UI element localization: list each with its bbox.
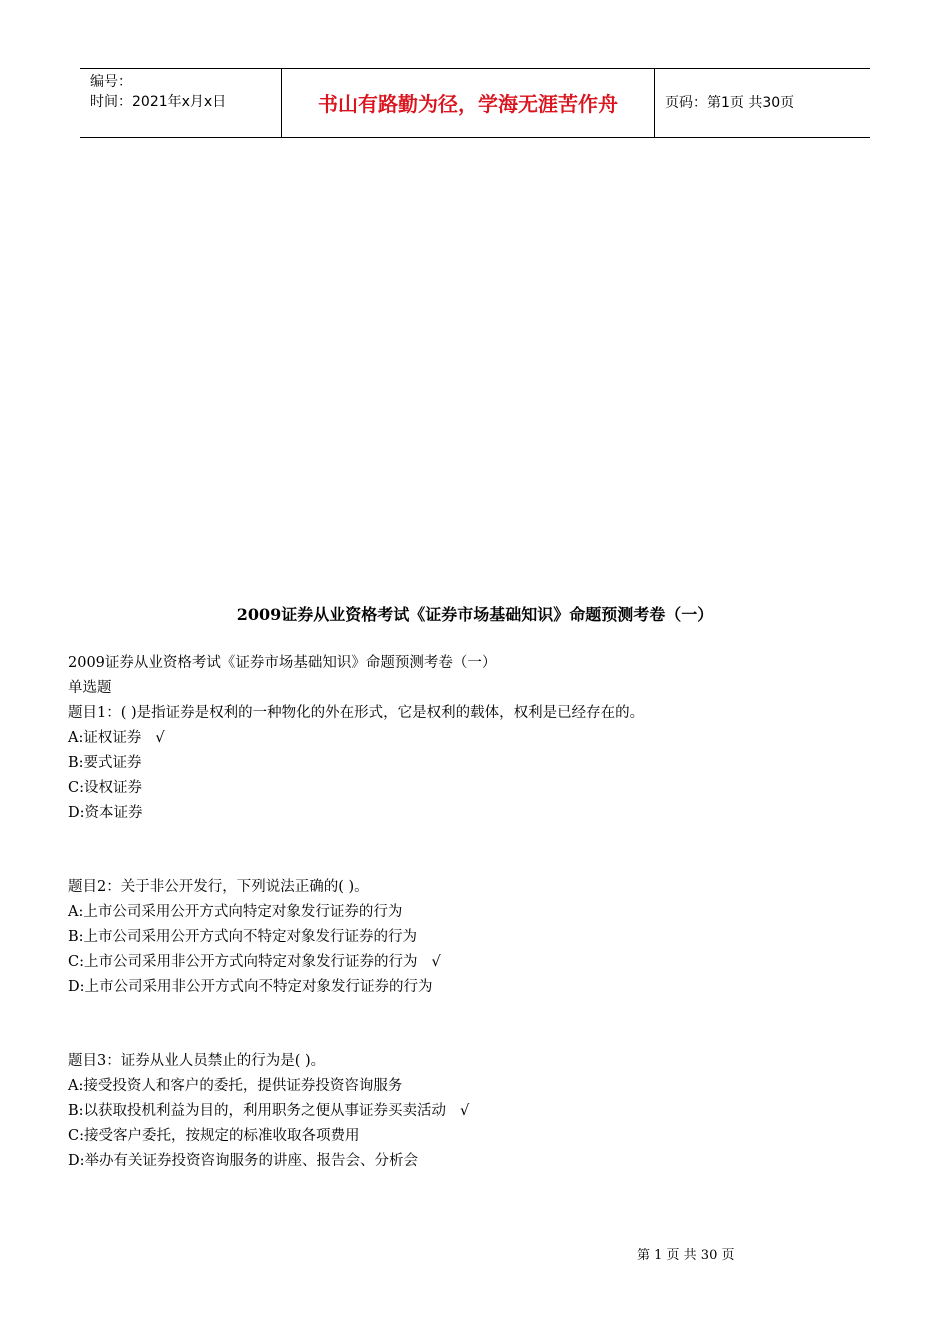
subtitle-line: 2009证券从业资格考试《证券市场基础知识》命题预测考卷（一）	[68, 655, 497, 671]
option-item	[68, 1099, 888, 1124]
option-item	[68, 1124, 888, 1149]
header-table	[80, 68, 870, 138]
option-item	[68, 801, 888, 826]
option-text: C:设权证券	[68, 780, 142, 796]
serial-label: 编号：	[90, 74, 132, 90]
question-stem: 题目1：( )是指证券是权利的一种物化的外在形式，它是权利的载体，权利是已经存在的。	[68, 705, 645, 721]
option-text: A:上市公司采用公开方式向特定对象发行证券的行为	[68, 904, 403, 920]
section-label: 单选题	[68, 680, 112, 696]
check-mark-icon: √	[155, 730, 165, 746]
page-info: 页码：第1页 共30页	[665, 95, 795, 111]
option-text: C:接受客户委托，按规定的标准收取各项费用	[68, 1128, 360, 1144]
option-item	[68, 975, 888, 1000]
page-footer: 第 1 页 共 30 页	[637, 1248, 735, 1263]
option-text: B:要式证券	[68, 755, 142, 771]
option-text: B:上市公司采用公开方式向不特定对象发行证券的行为	[68, 929, 418, 945]
option-text: D:举办有关证券投资咨询服务的讲座、报告会、分析会	[68, 1153, 419, 1169]
date-label: 时间：2021年x月x日	[90, 94, 227, 110]
option-item	[68, 950, 888, 975]
option-text: D:资本证券	[68, 805, 143, 821]
option-text: D:上市公司采用非公开方式向不特定对象发行证券的行为	[68, 979, 433, 995]
header-info-cell	[80, 69, 282, 137]
question-stem: 题目2：关于非公开发行，下列说法正确的( )。	[68, 879, 369, 895]
question-stem: 题目3：证券从业人员禁止的行为是( )。	[68, 1053, 326, 1069]
header-page-cell	[655, 69, 870, 137]
option-text: C:上市公司采用非公开方式向特定对象发行证券的行为	[68, 954, 418, 970]
option-item	[68, 925, 888, 950]
spacer	[68, 826, 888, 875]
option-text: A:接受投资人和客户的委托，提供证券投资咨询服务	[68, 1078, 403, 1094]
header-motto-cell	[282, 69, 655, 137]
option-item	[68, 751, 888, 776]
option-text: A:证权证券	[68, 730, 142, 746]
motto-text: 书山有路勤为径，学海无涯苦作舟	[318, 92, 618, 116]
document-title: 2009证券从业资格考试《证券市场基础知识》命题预测考卷（一）	[236, 605, 714, 624]
option-item	[68, 1074, 888, 1099]
option-item	[68, 776, 888, 801]
option-text: B:以获取投机利益为目的，利用职务之便从事证券买卖活动	[68, 1103, 447, 1119]
document-body	[68, 651, 888, 1174]
option-item	[68, 726, 888, 751]
check-mark-icon: √	[431, 954, 441, 970]
option-item	[68, 900, 888, 925]
spacer	[68, 1000, 888, 1049]
option-item	[68, 1149, 888, 1174]
check-mark-icon: √	[460, 1103, 470, 1119]
